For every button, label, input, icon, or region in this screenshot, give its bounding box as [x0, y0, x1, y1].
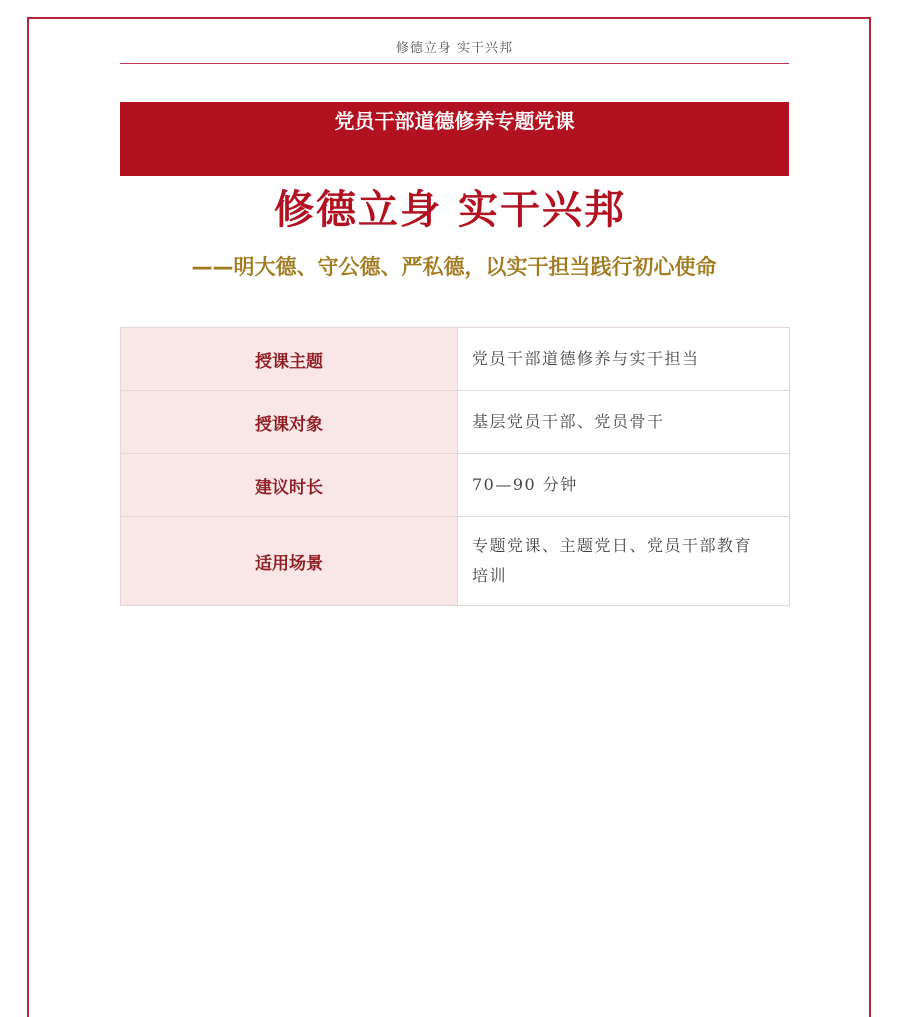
table-row [121, 517, 790, 606]
row-label: 授课对象 [121, 391, 458, 454]
row-value: 70—90 分钟 [458, 454, 790, 517]
course-info-table [120, 327, 790, 606]
banner-text: 党员干部道德修养专题党课 [334, 109, 575, 133]
table-row [121, 454, 790, 517]
table-row [121, 391, 790, 454]
main-title: 修德立身 实干兴邦 [274, 187, 626, 233]
row-value: 党员干部道德修养与实干担当 [458, 328, 790, 391]
header-divider [120, 63, 789, 64]
table-row [121, 328, 790, 391]
row-value: 专题党课、主题党日、党员干部教育培训 [458, 517, 790, 606]
row-label: 建议时长 [121, 454, 458, 517]
running-header: 修德立身 实干兴邦 [395, 41, 514, 56]
row-label: 适用场景 [121, 517, 458, 606]
row-label: 授课主题 [121, 328, 458, 391]
title-banner [120, 102, 789, 176]
subtitle: ——明大德、守公德、严私德，以实干担当践行初心使命 [191, 255, 717, 279]
row-value: 基层党员干部、党员骨干 [458, 391, 790, 454]
